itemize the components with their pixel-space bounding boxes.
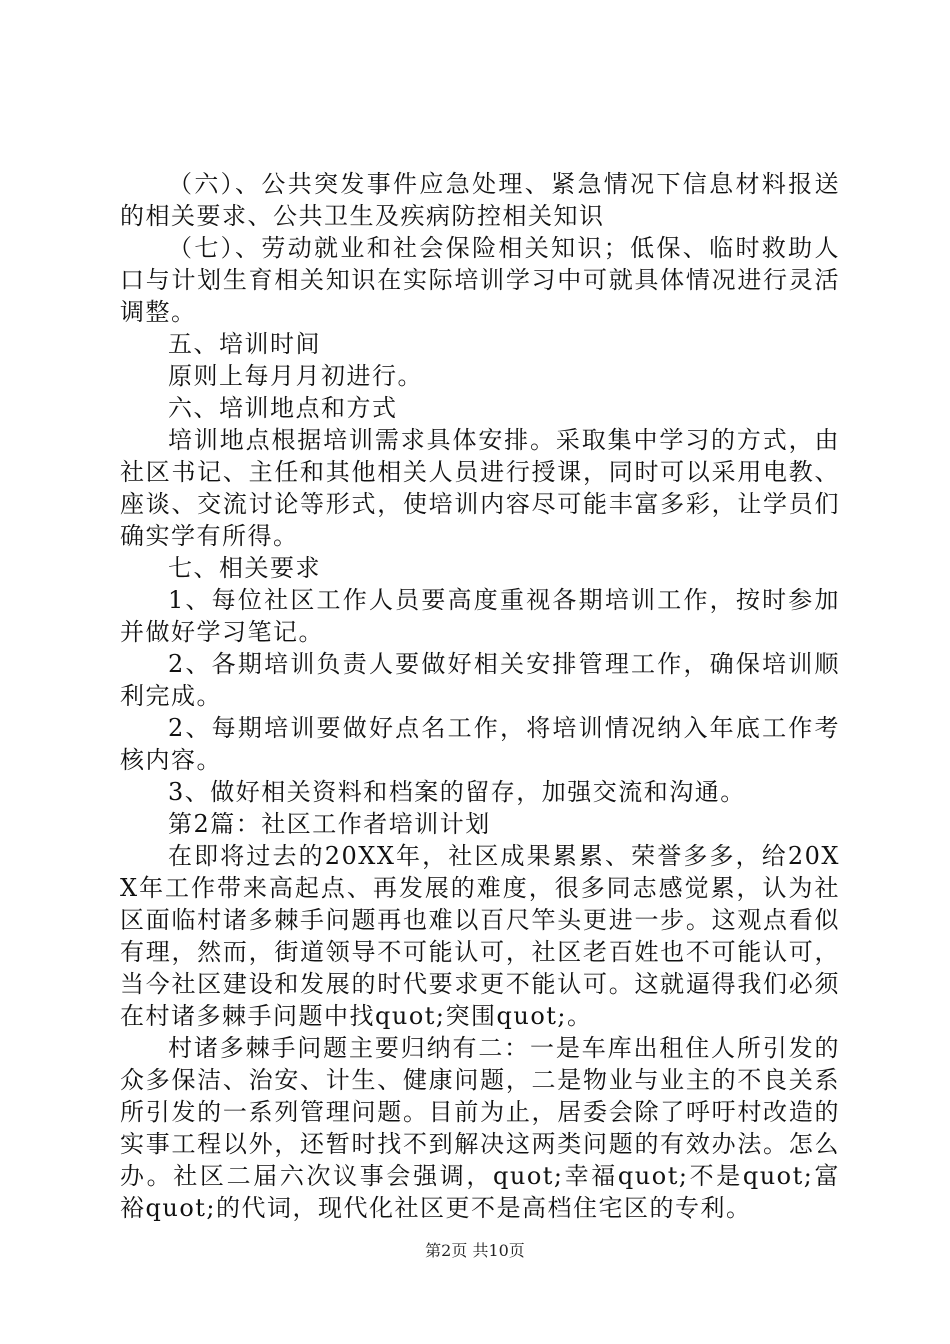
requirement-item-2b: 2、每期培训要做好点名工作，将培训情况纳入年底工作考核内容。 [120, 714, 840, 774]
requirement-item-1: 1、每位社区工作人员要高度重视各期培训工作，按时参加并做好学习笔记。 [120, 586, 840, 646]
article-heading-part-2: 第2篇：社区工作者培训计划 [168, 810, 491, 838]
page-number-footer: 第2页 共10页 [425, 1241, 525, 1260]
paragraph-item-6: （六）、公共突发事件应急处理、紧急情况下信息材料报送的相关要求、公共卫生及疾病防控相关知识 [120, 170, 840, 230]
document-body [120, 168, 840, 1224]
paragraph-location-method: 培训地点根据培训需求具体安排。采取集中学习的方式，由社区书记、主任和其他相关人员进行授课，同时可以采用电教、座谈、交流讨论等形式，使培训内容尽可能丰富多彩，让学员们确实学有所得。 [120, 426, 840, 550]
requirement-item-3: 3、做好相关资料和档案的留存，加强交流和沟通。 [168, 778, 746, 806]
section-heading-training-time: 五、培训时间 [168, 330, 321, 358]
paragraph-problems: 村诸多棘手问题主要归纳有二：一是车库出租住人所引发的众多保洁、治安、计生、健康问题，二是物业与业主的不良关系所引发的一系列管理问题。目前为止，居委会除了呼吁村改造的实事工程以外，还暂时找不到解决这两类问题的有效办法。怎么办。社区二届六次议事会强调，quot;幸福quot;不是quot;富裕quot;的代词，现代化社区更不是高档住宅区的专利。 [120, 1034, 840, 1222]
paragraph-training-time: 原则上每月月初进行。 [168, 362, 423, 390]
section-heading-requirements: 七、相关要求 [168, 554, 321, 582]
requirement-item-2: 2、各期培训负责人要做好相关安排管理工作，确保培训顺利完成。 [120, 650, 840, 710]
paragraph-item-7: （七）、劳动就业和社会保险相关知识；低保、临时救助人口与计划生育相关知识在实际培训学习中可就具体情况进行灵活调整。 [120, 234, 840, 326]
section-heading-location-method: 六、培训地点和方式 [168, 394, 398, 422]
paragraph-intro: 在即将过去的20XX年，社区成果累累、荣誉多多，给20XX年工作带来高起点、再发展的难度，很多同志感觉累，认为社区面临村诸多棘手问题再也难以百尺竿头更进一步。这观点看似有理，然而，街道领导不可能认可，社区老百姓也不可能认可，当今社区建设和发展的时代要求更不能认可。这就逼得我们必须在村诸多棘手问题中找quot;突围quot;。 [120, 842, 840, 1030]
